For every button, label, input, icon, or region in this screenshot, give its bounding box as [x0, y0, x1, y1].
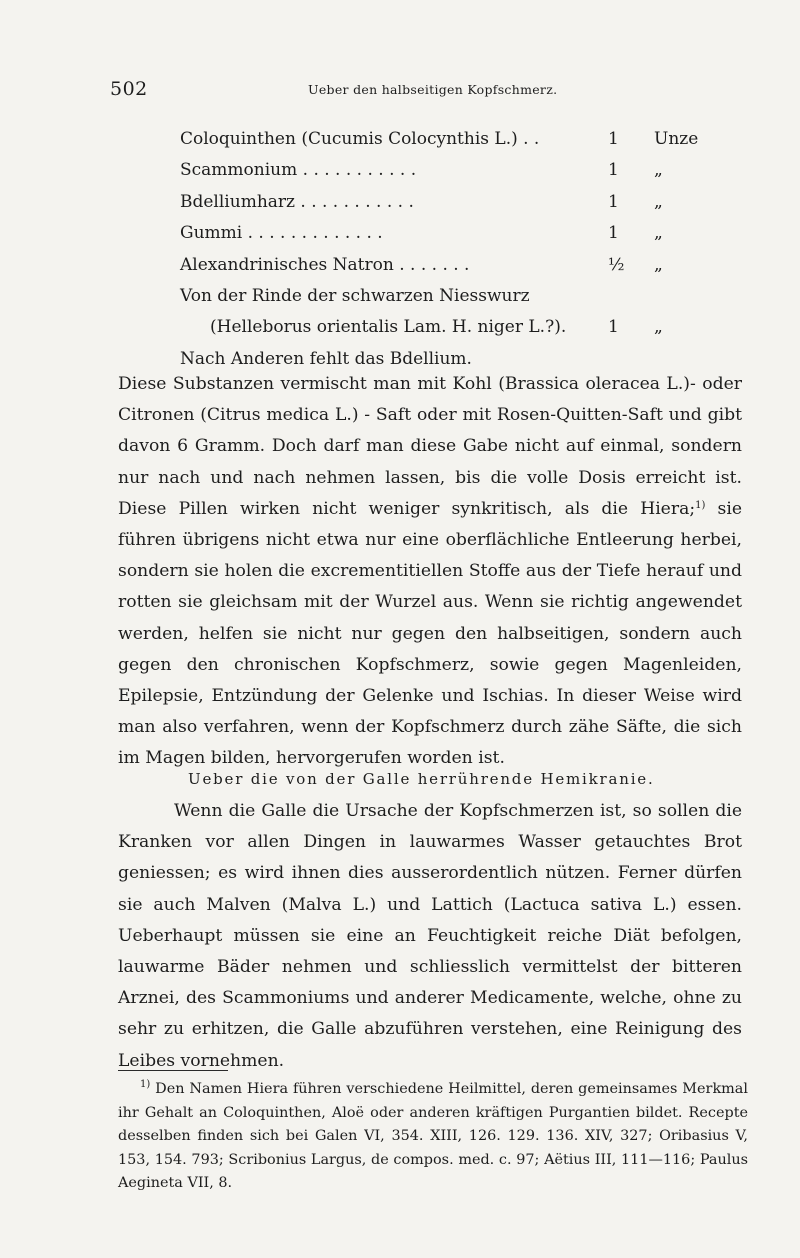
ingredient-unit: „: [654, 317, 663, 338]
recipe-item: [180, 189, 700, 220]
running-title: Ueber den halbseitigen Kopfschmerz.: [308, 82, 558, 97]
ingredient-quantity: 1: [608, 129, 619, 149]
page-number: 502: [110, 78, 148, 100]
ingredient-name: Von der Rinde der schwarzen Niesswurz: [180, 285, 530, 306]
ingredient-unit: „: [654, 223, 663, 244]
ingredient-quantity: ½: [608, 254, 625, 275]
ingredient-unit: Unze: [654, 129, 699, 149]
footnote-marker: 1): [140, 1079, 151, 1090]
recipe-item: [180, 126, 700, 157]
ingredient-name: Coloquinthen (Cucumis Colocynthis L.) . .: [180, 129, 540, 149]
ingredient-quantity: 1: [608, 191, 619, 212]
ingredient-name: Gummi . . . . . . . . . . . . .: [180, 223, 383, 244]
recipe-item: [180, 283, 700, 314]
page-header: [108, 78, 760, 104]
recipe-item: [180, 314, 700, 345]
recipe-item: [180, 220, 700, 251]
ingredient-name: Bdelliumharz . . . . . . . . . . .: [180, 191, 414, 212]
recipe-note: Nach Anderen fehlt das Bdellium.: [180, 348, 472, 369]
body-paragraph: [118, 369, 742, 775]
ingredient-quantity: 1: [608, 160, 619, 181]
ingredient-unit: „: [654, 254, 663, 275]
ingredient-unit: „: [654, 191, 663, 212]
ingredient-unit: „: [654, 160, 663, 181]
footnote: [118, 1078, 748, 1196]
footnote-reference: 1): [695, 499, 706, 511]
recipe-item: [180, 252, 700, 283]
ingredient-quantity: 1: [608, 317, 619, 338]
body-paragraph: Wenn die Galle die Ursache der Kopfschmerzen ist, so sollen die Kranken vor allen Dingen in lauwarmes Wasser getauchtes Brot geniessen; es wird ihnen dies ausserordentlich nützen. Ferner dürfen sie auch Malven (Malva L.) und Lattich (Lactuca sativa L.) essen. Ueberhaupt müssen sie eine an Feuchtigkeit reiche Diät befolgen, lauwarme Bäder nehmen und schliesslich vermittelst der bitteren Arznei, des Scammoniums und anderer Medicamente, welche, ohne zu sehr zu erhitzen, die Galle abzuführen verstehen, eine Reinigung des Leibes vornehmen.: [118, 801, 742, 1071]
recipe-list: [180, 126, 700, 377]
ingredient-quantity: 1: [608, 223, 619, 244]
ingredient-name: Scammonium . . . . . . . . . . .: [180, 160, 417, 181]
paragraph-text: Diese Substanzen vermischt man mit Kohl (Brassica oleracea L.)- oder Citronen (Citrus medica L.) - Saft oder mit Rosen-Quitten-Saft und gibt davon 6 Gramm. Doch darf man diese Gabe nicht auf einmal, sondern nur nach und nach nehmen lassen, bis die volle Dosis erreicht ist. Diese Pillen wirken nicht weniger synkritisch, als die Hiera;: [118, 374, 742, 519]
paragraph-text: sie führen übrigens nicht etwa nur eine oberflächliche Entleerung herbei, sondern sie holen die excrementitiellen Stoffe aus der Tiefe herauf und rotten sie gleichsam mit der Wurzel aus. Wenn sie richtig angewendet werden, helfen sie nicht nur gegen den halbseitigen, sondern auch gegen den chronischen Kopfschmerz, sowie gegen Magenleiden, Epilepsie, Entzündung der Gelenke und Ischias. In dieser Weise wird man also verfahren, wenn der Kopfschmerz durch zähe Säfte, die sich im Magen bilden, hervorgerufen worden ist.: [118, 498, 743, 769]
footnote-divider: [118, 1070, 228, 1071]
ingredient-name: (Helleborus orientalis Lam. H. niger L.?).: [210, 317, 567, 338]
ingredient-name: Alexandrinisches Natron . . . . . . .: [180, 254, 470, 275]
footnote-text: Den Namen Hiera führen verschiedene Heilmittel, deren gemeinsames Merkmal ihr Gehalt an Coloquinthen, Aloë oder anderen kräftigen Purgantien bildet. Recepte desselben finden sich bei Galen VI, 354. XIII, 126. 129. 136. XIV, 327; Oribasius V, 153, 154. 793; Scribonius Largus, de compos. med. c. 97; Aëtius III, 111—116; Paulus Aegineta VII, 8.: [118, 1081, 748, 1191]
recipe-item: [180, 157, 700, 188]
section-heading: Ueber die von der Galle herrührende Hemikranie.: [188, 770, 655, 788]
